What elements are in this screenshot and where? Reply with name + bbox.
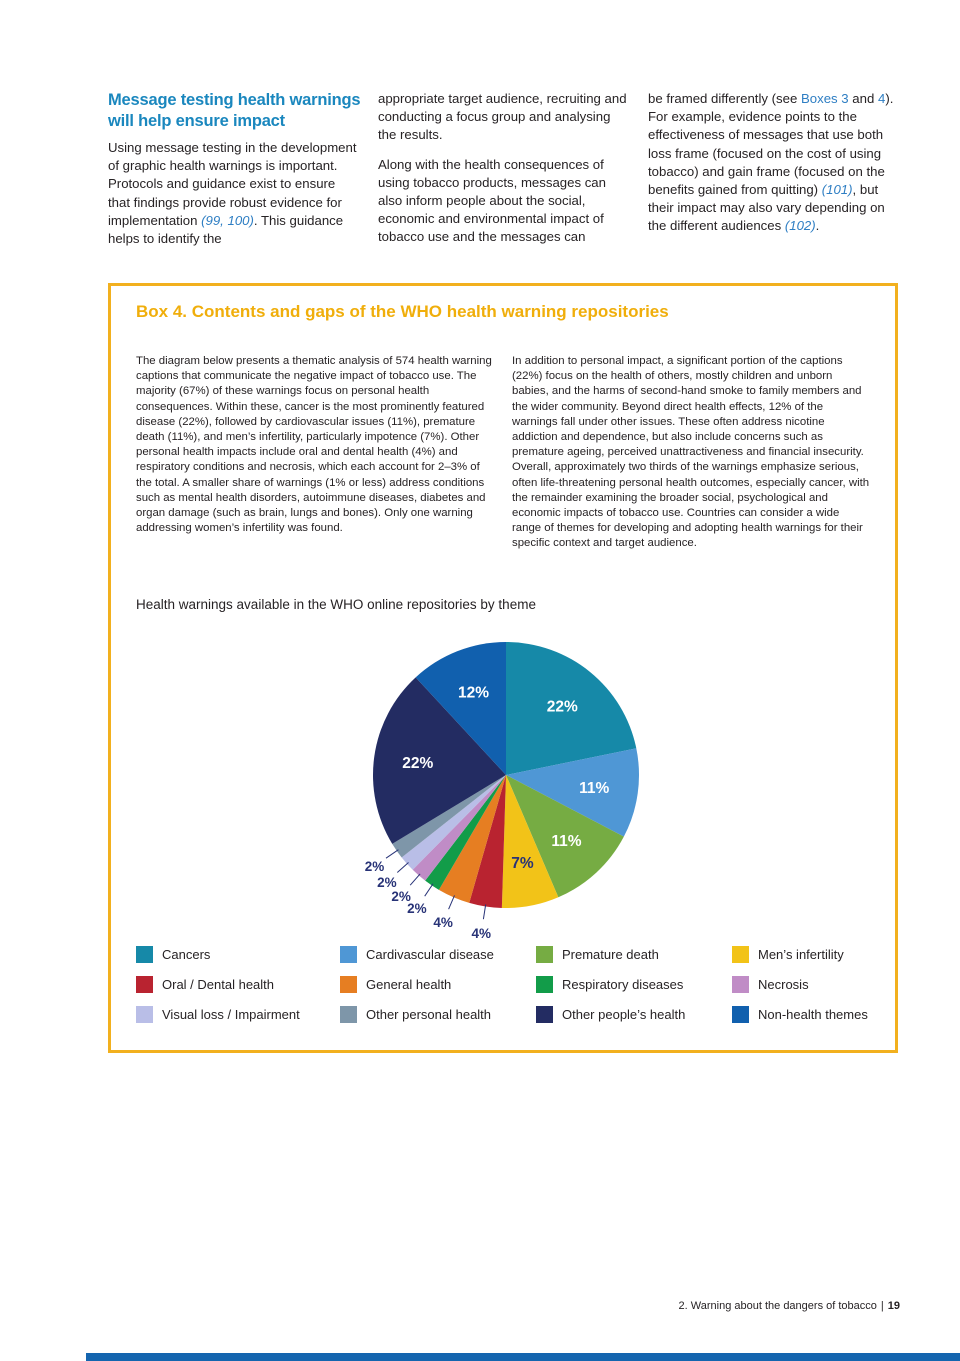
box-title: Box 4. Contents and gaps of the WHO health warning repositories: [136, 302, 669, 321]
intro-column-1: [108, 90, 361, 259]
legend-swatch: [536, 976, 553, 993]
footer-separator: |: [880, 1300, 884, 1312]
pie-slice-value-label: 2%: [377, 874, 397, 890]
legend-item-cardivascular-disease: [340, 945, 536, 963]
legend-item-general-health: [340, 975, 536, 993]
intro-section: [108, 90, 900, 259]
paragraph: [108, 139, 358, 248]
text-run: , but their impact may also vary depending on the different audiences: [648, 182, 885, 234]
paragraph: [378, 156, 628, 247]
pie-slice-value-label: 11%: [579, 779, 610, 797]
chart-title: Health warnings available in the WHO online repositories by theme: [136, 597, 536, 612]
intro-column-3: [648, 90, 898, 259]
pie-slice-value-label: 2%: [407, 900, 427, 916]
legend-item-men-s-infertility: [732, 945, 876, 963]
text-run: Using message testing in the development of graphic health warnings is important. Protocols and guidance exist to ensure that findings provide robust evidence for implementation: [108, 140, 357, 228]
paragraph: [648, 90, 898, 236]
legend-label: Other people’s health: [562, 1006, 686, 1022]
cross-reference-link[interactable]: Boxes 3: [800, 91, 849, 106]
chart-legend: [136, 945, 876, 1023]
text-run: be framed differently (see: [648, 91, 801, 106]
legend-item-oral-dental-health: [136, 975, 340, 993]
text-run: and: [848, 91, 878, 106]
text-run: Along with the health consequences of using tobacco products, messages can also inform people about the social, economic and environmental impact of tobacco use and the messages can: [378, 156, 606, 245]
legend-label: Non-health themes: [758, 1006, 868, 1022]
legend-label: Respiratory diseases: [562, 976, 684, 992]
text-run: appropriate target audience, recruiting and conducting a focus group and analysing the results.: [378, 91, 627, 143]
pie-label-leader-line: [483, 904, 485, 919]
legend-label: Other personal health: [366, 1006, 492, 1022]
legend-label: Oral / Dental health: [162, 976, 275, 992]
pie-slice-value-label: 11%: [551, 832, 582, 850]
pie-label-leader-line: [397, 863, 408, 873]
pie-slice-value-label: 2%: [364, 859, 385, 875]
cross-reference-link[interactable]: (99, 100): [201, 212, 254, 228]
legend-swatch: [732, 946, 749, 963]
legend-swatch: [732, 1006, 749, 1023]
box-text-right: In addition to personal impact, a significant portion of the captions (22%) focus on the health of others, mostly children and unborn babies, and the harms of second-hand smoke to family members and the wider community. Beyond direct health effects, 12% of the warnings fall under other issues. These often address nicotine addiction and dependence, but also include concerns such as premature ageing, perceived unattractiveness and financial insecurity. Overall, approximately two thirds of the warnings emphasize serious, often life-threatening personal health outcomes, especially cancer, with the remainder examining the broader social, psychological and economic impacts of tobacco use. Countries can consider a wide range of themes for developing and adopting health warnings for their specific context and target audience.: [512, 355, 870, 550]
legend-label: Cancers: [162, 946, 211, 962]
pie-slice-value-label: 22%: [402, 755, 434, 773]
legend-item-necrosis: [732, 975, 876, 993]
legend-item-other-personal-health: [340, 1005, 536, 1023]
legend-item-cancers: [136, 945, 340, 963]
legend-swatch: [340, 976, 357, 993]
paragraph: [378, 90, 628, 145]
legend-item-other-people-s-health: [536, 1005, 732, 1023]
legend-swatch: [136, 1006, 153, 1023]
pie-chart: [320, 628, 720, 948]
pie-label-leader-line: [386, 850, 398, 859]
pie-slice-value-label: 4%: [471, 926, 491, 942]
pie-slice-value-label: 4%: [433, 915, 453, 931]
legend-swatch: [340, 946, 357, 963]
box-text-columns: [136, 354, 870, 552]
page-footer: [679, 1300, 900, 1312]
cross-reference-link[interactable]: (102): [784, 218, 816, 234]
text-run: .: [815, 218, 820, 234]
intro-column-2-text: [378, 90, 628, 247]
intro-column-1-text: [108, 139, 358, 248]
pie-label-leader-line: [410, 874, 420, 885]
legend-label: Men’s infertility: [758, 946, 844, 962]
legend-label: Premature death: [562, 946, 659, 962]
legend-label: Visual loss / Impairment: [162, 1006, 300, 1022]
legend-item-premature-death: [536, 945, 732, 963]
legend-swatch: [536, 946, 553, 963]
pie-label-leader-line: [449, 895, 455, 909]
pie-slice-value-label: 7%: [511, 855, 534, 873]
legend-swatch: [136, 946, 153, 963]
pie-slice-value-label: 22%: [546, 698, 578, 716]
legend-label: General health: [366, 976, 452, 992]
legend-item-respiratory-diseases: [536, 975, 732, 993]
legend-swatch: [732, 976, 749, 993]
pie-slice-value-label: 2%: [391, 888, 411, 904]
pie-slice-value-label: 12%: [457, 684, 490, 702]
text-run: ). For example, evidence points to the effectiveness of messages that use both loss frame (focused on the cost of using tobacco) and gain frame (focused on the benefits gained from quitting): [648, 91, 894, 198]
legend-item-visual-loss-impairment: [136, 1005, 340, 1023]
cross-reference-link[interactable]: (101): [821, 182, 853, 198]
text-run: . This guidance helps to identify the: [108, 212, 344, 247]
intro-column-3-text: [648, 90, 898, 236]
section-heading: Message testing health warnings will help ensure impact: [108, 91, 361, 130]
bottom-accent-bar: [86, 1353, 960, 1361]
pie-label-leader-line: [425, 884, 433, 896]
legend-swatch: [136, 976, 153, 993]
cross-reference-link[interactable]: 4: [877, 91, 886, 106]
box-text-left: The diagram below presents a thematic analysis of 574 health warning captions that communicate the negative impact of tobacco use. The majority (67%) of these warnings focus on personal health consequences. Within these, cancer is the most prominently featured disease (22%), followed by cardiovascular issues (11%), premature death (11%), and men’s infertility, particularly impotence (7%). Other personal health impacts include oral and dental health (4%) and respiratory conditions and necrosis, which each account for 2–3% of the total. A smaller share of warnings (1% or less) address conditions such as mental health disorders, autoimmune diseases, diabetes and organ damage (such as brain, lungs and bones). Only one warning addressing women’s infertility was found.: [136, 355, 492, 535]
box-4: [108, 283, 898, 1053]
legend-item-non-health-themes: [732, 1005, 876, 1023]
legend-swatch: [536, 1006, 553, 1023]
legend-swatch: [340, 1006, 357, 1023]
footer-page-number: 19: [887, 1300, 900, 1312]
intro-column-2: [378, 90, 628, 259]
legend-label: Cardivascular disease: [366, 946, 494, 962]
pie-chart-svg: [320, 628, 720, 948]
legend-label: Necrosis: [758, 976, 809, 992]
footer-section-title: 2. Warning about the dangers of tobacco: [678, 1300, 877, 1312]
